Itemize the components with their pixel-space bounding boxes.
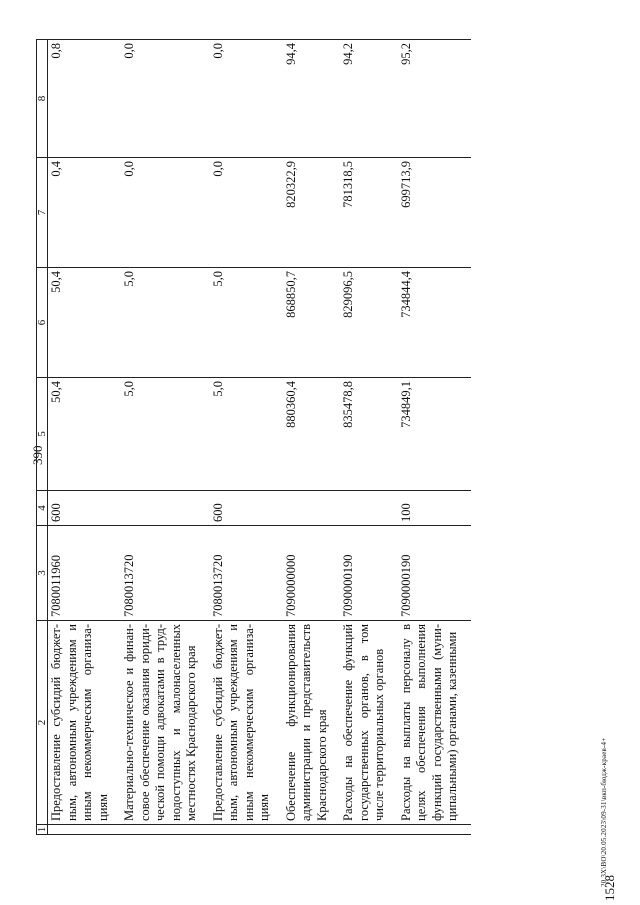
value-cell: 0,4 [48,158,122,268]
expense-name-cell: Предоставление субсидий бюджет-ным, автономным учреждениям и иным некоммерческим организа-циям [48,621,122,825]
blank-cell [210,825,283,835]
blank-cell [340,825,398,835]
column-header: 6 [37,268,48,378]
value-cell: 5,0 [210,378,283,491]
target-code-cell: 7080013720 [210,526,283,621]
value-cell: 734844,4 [398,268,471,378]
value-cell: 94,4 [283,40,341,158]
expense-name-cell: Предоставление субсидий бюджет-ным, автономным учреждениям и иным некоммерческим организа-циям [210,621,283,825]
target-code-cell: 7080011960 [48,526,122,621]
column-header: 4 [37,491,48,526]
column-header: 3 [37,526,48,621]
page-number: 390 [30,445,45,465]
expense-name-cell: Обеспечение функционирования администрации и представительств Краснодарского края [283,621,341,825]
column-header: 5 [37,378,48,491]
expense-name-cell: Материально-техническое и финан-совое обеспечение оказания юриди-ческой помощи адвокатами в труд-нодоступных и малонаселенных местностях Краснодарского края [121,621,210,825]
value-cell: 699713,9 [398,158,471,268]
target-code-cell: 7090000000 [283,526,341,621]
value-cell: 0,0 [210,40,283,158]
table-row [398,40,471,835]
expense-name-cell: Расходы на обеспечение функций государственных органов, в том числе территориальных органов [340,621,398,825]
expense-type-cell: 100 [398,491,471,526]
value-cell: 0,0 [210,158,283,268]
value-cell: 50,4 [48,378,122,491]
value-cell: 820322,9 [283,158,341,268]
value-cell: 835478,8 [340,378,398,491]
expense-type-cell: 600 [48,491,122,526]
value-cell: 0,8 [48,40,122,158]
table-header-row [37,40,48,835]
table-row [340,40,398,835]
table-row [121,40,210,835]
expense-type-cell [340,491,398,526]
blank-cell [398,825,471,835]
value-cell: 880360,4 [283,378,341,491]
table-row [48,40,122,835]
target-code-cell: 7090000190 [340,526,398,621]
value-cell: 5,0 [121,268,210,378]
blank-cell [283,825,341,835]
column-header: 8 [37,40,48,158]
value-cell: 95,2 [398,40,471,158]
expense-type-cell: 600 [210,491,283,526]
expense-type-cell [283,491,341,526]
expense-name-cell: Расходы на выплаты персоналу в целях обеспечения выполнения функций государственными (муни-ципальными) органами, казенными [398,621,471,825]
value-cell: 829096,5 [340,268,398,378]
value-cell: 734849,1 [398,378,471,491]
column-header: 2 [37,621,48,825]
value-cell: 781318,5 [340,158,398,268]
value-cell: 868850,7 [283,268,341,378]
column-header: 1 [37,825,48,835]
blank-cell [121,825,210,835]
footer-page-number: 1528 [602,875,617,901]
value-cell: 0,0 [121,40,210,158]
value-cell: 5,0 [121,378,210,491]
column-header: 7 [37,158,48,268]
value-cell: 0,0 [121,158,210,268]
target-code-cell: 7090000190 [398,526,471,621]
target-code-cell: 7080013720 [121,526,210,621]
expense-type-cell [121,491,210,526]
value-cell: 5,0 [210,268,283,378]
blank-cell [48,825,122,835]
document-stamp: 20.3Х\ВО\20.05.2023\09-31\вкп-бюдж-краев-4+ [600,737,608,887]
value-cell: 50,4 [48,268,122,378]
value-cell: 94,2 [340,40,398,158]
budget-table [36,39,471,835]
table-row [283,40,341,835]
table-row [210,40,283,835]
